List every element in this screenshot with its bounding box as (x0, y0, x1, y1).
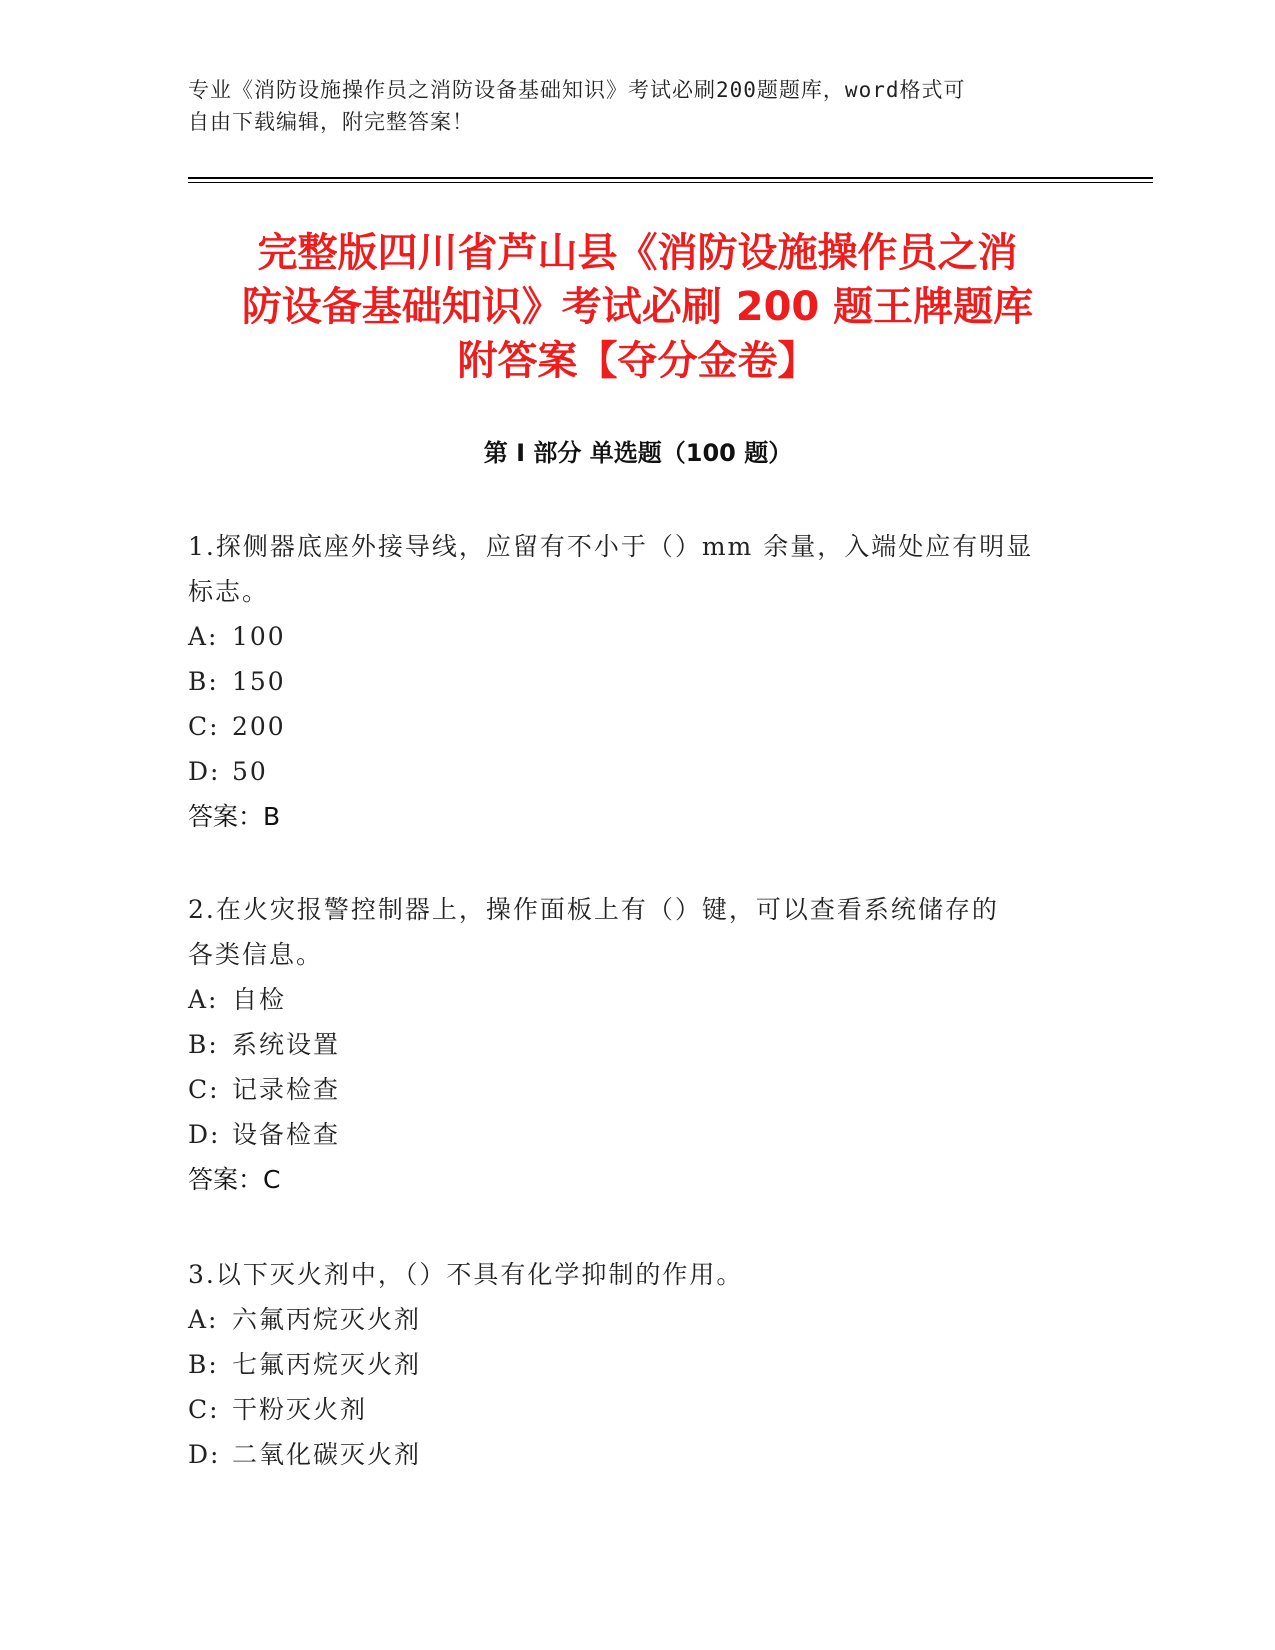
question-stem: 2.在火灾报警控制器上，操作面板上有（）键，可以查看系统储存的 (188, 895, 999, 924)
header-divider (188, 177, 1153, 179)
option-key: A: (188, 985, 219, 1014)
question-2 (188, 887, 1068, 1202)
title-line: 完整版四川省芦山县《消防设施操作员之消 (257, 230, 1018, 276)
option-key: D: (188, 1440, 221, 1469)
title-line: 防设备基础知识》考试必刷 200 题王牌题库 (241, 284, 1034, 330)
option-key: C: (188, 712, 220, 741)
header-note (188, 74, 1088, 138)
option-key: A: (188, 622, 219, 651)
option-key: B: (188, 1030, 219, 1059)
option-d (188, 1432, 1068, 1477)
question-stem: 3.以下灭火剂中，（）不具有化学抑制的作用。 (188, 1260, 744, 1289)
question-stem: 各类信息。 (188, 940, 324, 969)
option-text: 七氟丙烷灭火剂 (232, 1350, 422, 1379)
option-d (188, 1112, 1068, 1157)
answer-line: 答案：B (188, 802, 281, 831)
question-3 (188, 1252, 1068, 1477)
option-c (188, 704, 1068, 749)
option-key: B: (188, 667, 219, 696)
option-c (188, 1067, 1068, 1112)
header-divider-thin (188, 182, 1153, 183)
option-b (188, 1022, 1068, 1067)
option-a (188, 977, 1068, 1022)
option-key: A: (188, 1305, 219, 1334)
option-text: 200 (232, 712, 286, 741)
title-line: 附答案【夺分金卷】 (457, 338, 818, 384)
option-b (188, 659, 1068, 704)
option-key: D: (188, 1120, 221, 1149)
option-c (188, 1387, 1068, 1432)
option-a (188, 614, 1068, 659)
document-title (175, 226, 1100, 388)
option-key: C: (188, 1075, 220, 1104)
option-d (188, 749, 1068, 794)
option-key: C: (188, 1395, 220, 1424)
option-text: 系统设置 (232, 1030, 341, 1059)
option-text: 150 (232, 667, 286, 696)
option-text: 100 (232, 622, 286, 651)
question-stem: 1.探侧器底座外接导线，应留有不小于（）mm 余量，入端处应有明显 (188, 532, 1034, 561)
option-text: 50 (232, 757, 268, 786)
option-text: 自检 (232, 985, 287, 1014)
option-a (188, 1297, 1068, 1342)
option-key: B: (188, 1350, 219, 1379)
section-title: 第 I 部分 单选题（100 题） (483, 439, 793, 467)
option-text: 记录检查 (232, 1075, 341, 1104)
option-text: 设备检查 (232, 1120, 341, 1149)
question-stem: 标志。 (188, 577, 270, 606)
question-1 (188, 524, 1068, 839)
header-note-line: 专业《消防设施操作员之消防设备基础知识》考试必刷200题题库，word格式可 (188, 78, 966, 102)
option-key: D: (188, 757, 221, 786)
header-note-line: 自由下载编辑，附完整答案！ (188, 110, 474, 134)
option-text: 六氟丙烷灭火剂 (232, 1305, 422, 1334)
option-b (188, 1342, 1068, 1387)
option-text: 干粉灭火剂 (232, 1395, 368, 1424)
option-text: 二氧化碳灭火剂 (232, 1440, 422, 1469)
answer-line: 答案：C (188, 1165, 281, 1194)
